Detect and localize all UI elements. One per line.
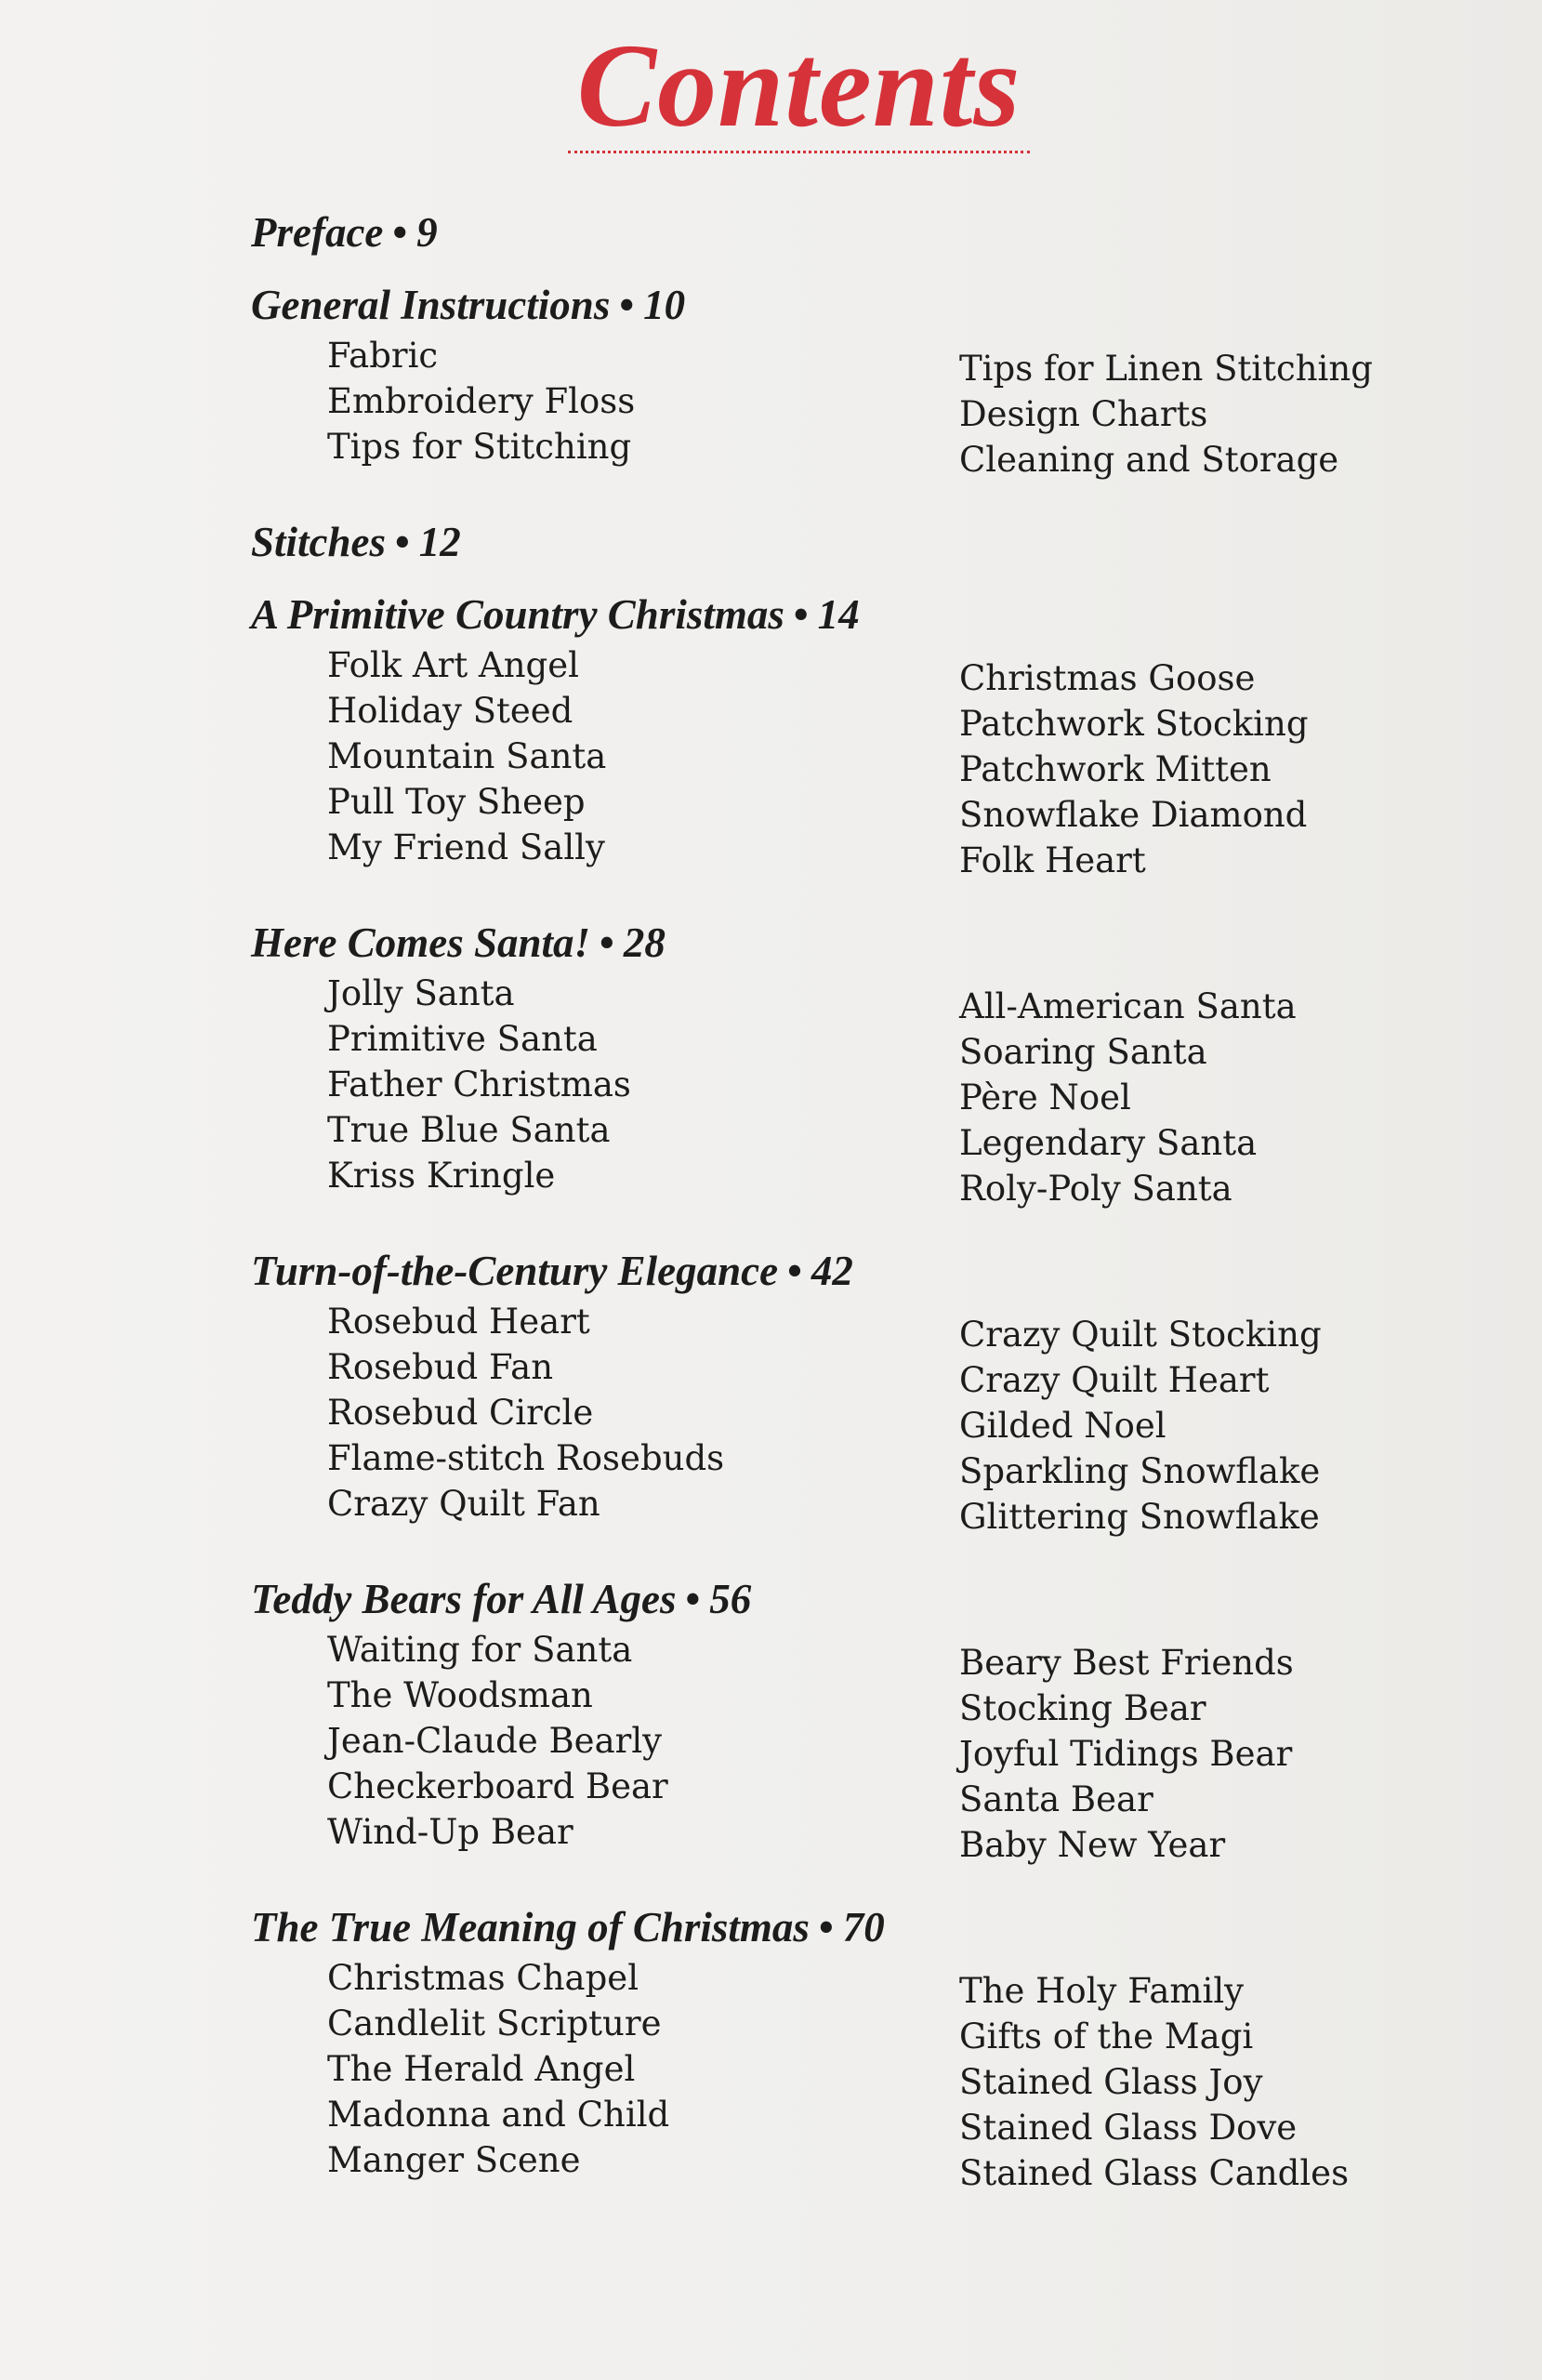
section-items [327,333,1373,483]
toc-item[interactable]: Soaring Santa [959,1032,1207,1072]
toc-item[interactable]: Père Noel [959,1078,1131,1117]
toc-item[interactable]: Glittering Snowflake [959,1497,1320,1537]
section-spacer [251,1540,1404,1571]
toc-item[interactable]: The Herald Angel [327,2049,636,2089]
items-column-left [327,642,903,883]
toc-item[interactable]: Joyful Tidings Bear [959,1734,1293,1774]
section-page-number: 28 [623,919,666,966]
table-of-contents [251,205,1404,2196]
toc-section [251,1571,1404,1868]
title-area [0,20,1542,153]
section-title: Stitches [251,519,387,565]
toc-item[interactable]: Snowflake Diamond [959,795,1308,835]
toc-item[interactable]: Gifts of the Magi [959,2016,1254,2056]
toc-item[interactable]: Crazy Quilt Heart [959,1360,1270,1400]
bullet-separator: • [787,1248,802,1294]
section-title: Teddy Bears for All Ages [251,1576,677,1622]
bullet-separator: • [619,282,635,328]
toc-item[interactable]: Flame-stitch Rosebuds [327,1438,725,1478]
toc-item[interactable]: Rosebud Circle [327,1393,594,1433]
toc-item[interactable]: All-American Santa [959,986,1297,1026]
section-title: A Primitive Country Christmas [251,591,784,638]
toc-item[interactable]: My Friend Sally [327,827,605,867]
toc-item[interactable]: Christmas Chapel [327,1958,639,1998]
toc-item[interactable]: The Woodsman [327,1675,593,1715]
section-page-number: 56 [709,1576,752,1622]
toc-item[interactable]: Crazy Quilt Stocking [959,1315,1322,1355]
toc-item[interactable]: Stained Glass Joy [959,2062,1263,2102]
toc-item[interactable]: Stained Glass Dove [959,2108,1298,2148]
toc-item[interactable]: Mountain Santa [327,736,607,776]
items-column-left [327,1955,903,2196]
toc-item[interactable]: Holiday Steed [327,691,573,731]
section-spacer [251,1868,1404,1899]
toc-item[interactable]: Roly-Poly Santa [959,1169,1232,1209]
toc-section [251,1899,1404,2196]
section-heading[interactable] [251,514,1404,570]
toc-item[interactable]: Patchwork Mitten [959,749,1272,789]
toc-item[interactable]: Sparkling Snowflake [959,1451,1321,1491]
section-spacer [251,483,1404,514]
section-spacer [251,570,1404,587]
bullet-separator: • [600,919,614,966]
toc-item[interactable]: Madonna and Child [327,2095,670,2135]
toc-item[interactable]: Embroidery Floss [327,381,636,421]
contents-title: Contents [568,26,1031,153]
bullet-separator: • [685,1576,701,1622]
toc-section [251,205,1404,260]
toc-item[interactable]: Fabric [327,336,439,376]
toc-item[interactable]: Christmas Goose [959,658,1256,698]
section-items [327,1299,1368,1540]
items-column-right [959,642,1368,883]
section-heading[interactable] [251,205,1404,260]
items-column-left [327,1627,903,1868]
section-spacer [251,260,1404,277]
toc-item[interactable]: Wind-Up Bear [327,1812,573,1852]
section-items [327,642,1368,883]
toc-section [251,915,1404,1211]
section-heading[interactable] [251,1243,1404,1299]
toc-item[interactable]: Primitive Santa [327,1019,598,1059]
toc-section [251,587,1404,883]
toc-item[interactable]: Rosebud Fan [327,1347,554,1387]
bullet-separator: • [392,209,408,256]
section-heading[interactable] [251,1571,1404,1627]
items-column-right [959,971,1368,1211]
section-heading[interactable] [251,915,1404,971]
bullet-separator: • [793,591,809,638]
section-items [327,1627,1368,1868]
toc-item[interactable]: Pull Toy Sheep [327,782,586,822]
section-page-number: 9 [416,209,438,256]
toc-item[interactable]: Santa Bear [959,1779,1153,1819]
section-page-number: 70 [842,1904,885,1950]
toc-item[interactable]: Folk Art Angel [327,645,579,685]
toc-item[interactable]: Jolly Santa [327,973,515,1013]
items-column-right [959,333,1373,483]
toc-item[interactable]: Candlelit Scripture [327,2003,662,2043]
toc-item[interactable]: Legendary Santa [959,1123,1258,1163]
bullet-separator: • [395,519,410,565]
toc-item[interactable]: Gilded Noel [959,1406,1166,1446]
items-column-right [959,1955,1368,2196]
section-page-number: 14 [817,591,860,638]
toc-item[interactable]: Kriss Kringle [327,1156,556,1196]
toc-item[interactable]: Crazy Quilt Fan [327,1484,600,1524]
items-column-right [959,1627,1368,1868]
toc-item[interactable]: Stained Glass Candles [959,2153,1350,2193]
toc-item[interactable]: Manger Scene [327,2140,581,2180]
section-title: The True Meaning of Christmas [251,1904,810,1950]
section-heading[interactable] [251,277,1404,333]
items-column-left [327,971,903,1211]
toc-item[interactable]: Cleaning and Storage [959,440,1339,480]
toc-item[interactable]: The Holy Family [959,1971,1245,2011]
section-spacer [251,1211,1404,1243]
section-items [327,971,1368,1211]
toc-item[interactable]: Patchwork Stocking [959,704,1309,744]
toc-section [251,1243,1404,1540]
section-title: Turn-of-the-Century Elegance [251,1248,779,1294]
toc-item[interactable]: Tips for Linen Stitching [959,349,1373,389]
toc-item[interactable]: Design Charts [959,394,1208,434]
section-title: Here Comes Santa! [251,919,591,966]
section-spacer [251,883,1404,915]
items-column-left [327,333,903,483]
toc-section [251,514,1404,570]
toc-item[interactable]: Checkerboard Bear [327,1766,668,1806]
section-page-number: 42 [811,1248,853,1294]
toc-item[interactable]: Jean-Claude Bearly [327,1721,663,1761]
section-heading[interactable] [251,1899,1404,1955]
section-title: Preface [251,209,384,256]
toc-item[interactable]: Folk Heart [959,840,1146,880]
section-heading[interactable] [251,587,1404,642]
bullet-separator: • [818,1904,834,1950]
toc-item[interactable]: Beary Best Friends [959,1643,1294,1683]
toc-item[interactable]: True Blue Santa [327,1110,611,1150]
section-page-number: 10 [643,282,686,328]
toc-item[interactable]: Stocking Bear [959,1688,1206,1728]
section-title: General Instructions [251,282,611,328]
toc-section [251,277,1404,483]
toc-item[interactable]: Father Christmas [327,1064,631,1104]
toc-item[interactable]: Baby New Year [959,1825,1226,1865]
items-column-right [959,1299,1368,1540]
section-items [327,1955,1368,2196]
section-page-number: 12 [418,519,461,565]
toc-item[interactable]: Tips for Stitching [327,427,632,467]
toc-item[interactable]: Waiting for Santa [327,1630,633,1670]
items-column-left [327,1299,903,1540]
toc-item[interactable]: Rosebud Heart [327,1302,590,1342]
